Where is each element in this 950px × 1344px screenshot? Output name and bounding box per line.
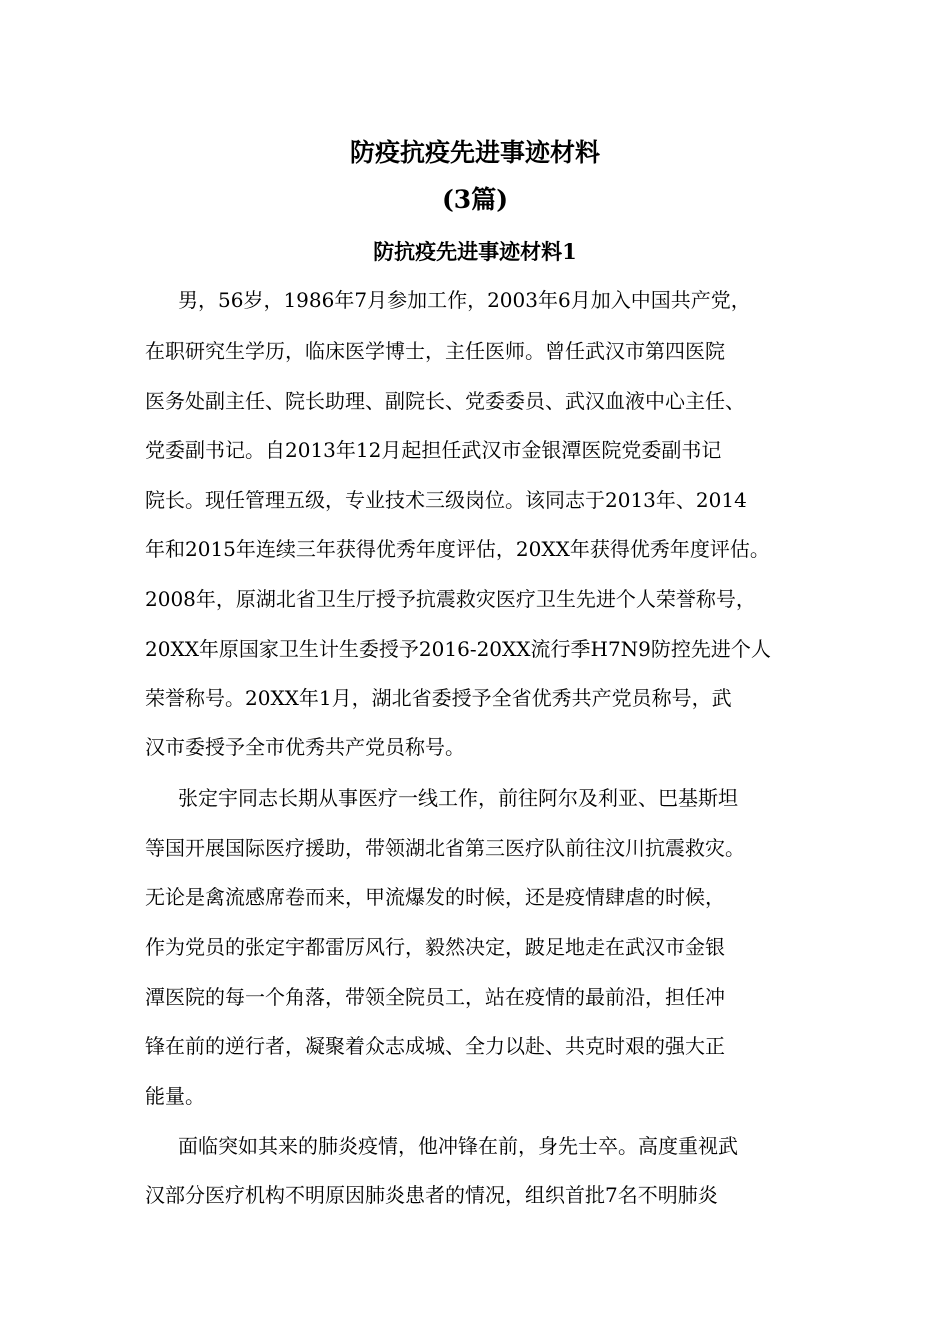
paragraph-1-line-9: 荣誉称号。20XX年1月，湖北省委授予全省优秀共产党员称号，武	[145, 686, 732, 710]
paragraph-2-line-4: 作为党员的张定宇都雷厉风行，毅然决定，跛足地走在武汉市金银	[145, 935, 725, 959]
paragraph-1-line-5: 院长。现任管理五级，专业技术三级岗位。该同志于2013年、2014	[145, 488, 747, 512]
paragraph-2-line-7: 能量。	[145, 1084, 205, 1108]
paragraph-1-line-4: 党委副书记。自2013年12月起担任武汉市金银潭医院党委副书记	[145, 438, 722, 462]
paragraph-1-line-1: 男，56岁，1986年7月参加工作，2003年6月加入中国共产党，	[178, 288, 751, 312]
paragraph-3-line-1: 面临突如其来的肺炎疫情，他冲锋在前，身先士卒。高度重视武	[178, 1134, 738, 1158]
paragraph-2-line-2: 等国开展国际医疗援助，带领湖北省第三医疗队前往汶川抗震救灾。	[145, 836, 745, 860]
document-title: 防疫抗疫先进事迹材料	[349, 138, 600, 167]
paragraph-1-line-3: 医务处副主任、院长助理、副院长、党委委员、武汉血液中心主任、	[145, 389, 745, 413]
paragraph-2-line-5: 潭医院的每一个角落，带领全院员工，站在疫情的最前沿，担任冲	[145, 985, 725, 1009]
section-title: 防抗疫先进事迹材料1	[373, 239, 577, 264]
paragraph-1-line-10: 汉市委授予全市优秀共产党员称号。	[145, 735, 465, 759]
paragraph-2-line-1: 张定宇同志长期从事医疗一线工作，前往阿尔及利亚、巴基斯坦	[178, 786, 738, 810]
paragraph-3-line-2: 汉部分医疗机构不明原因肺炎患者的情况，组织首批7名不明肺炎	[145, 1183, 718, 1207]
paragraph-2-line-3: 无论是禽流感席卷而来，甲流爆发的时候，还是疫情肆虐的时候，	[145, 885, 725, 909]
paragraph-2-line-6: 锋在前的逆行者，凝聚着众志成城、全力以赴、共克时艰的强大正	[145, 1034, 725, 1058]
paragraph-1-line-6: 年和2015年连续三年获得优秀年度评估，20XX年获得优秀年度评估。	[145, 537, 770, 561]
paragraph-1-line-7: 2008年，原湖北省卫生厅授予抗震救灾医疗卫生先进个人荣誉称号，	[145, 587, 756, 611]
document-title-count: (3篇)	[441, 185, 509, 214]
paragraph-1-line-2: 在职研究生学历，临床医学博士，主任医师。曾任武汉市第四医院	[145, 339, 725, 363]
paragraph-1-line-8: 20XX年原国家卫生计生委授予2016-20XX流行季H7N9防控先进个人	[145, 637, 771, 661]
